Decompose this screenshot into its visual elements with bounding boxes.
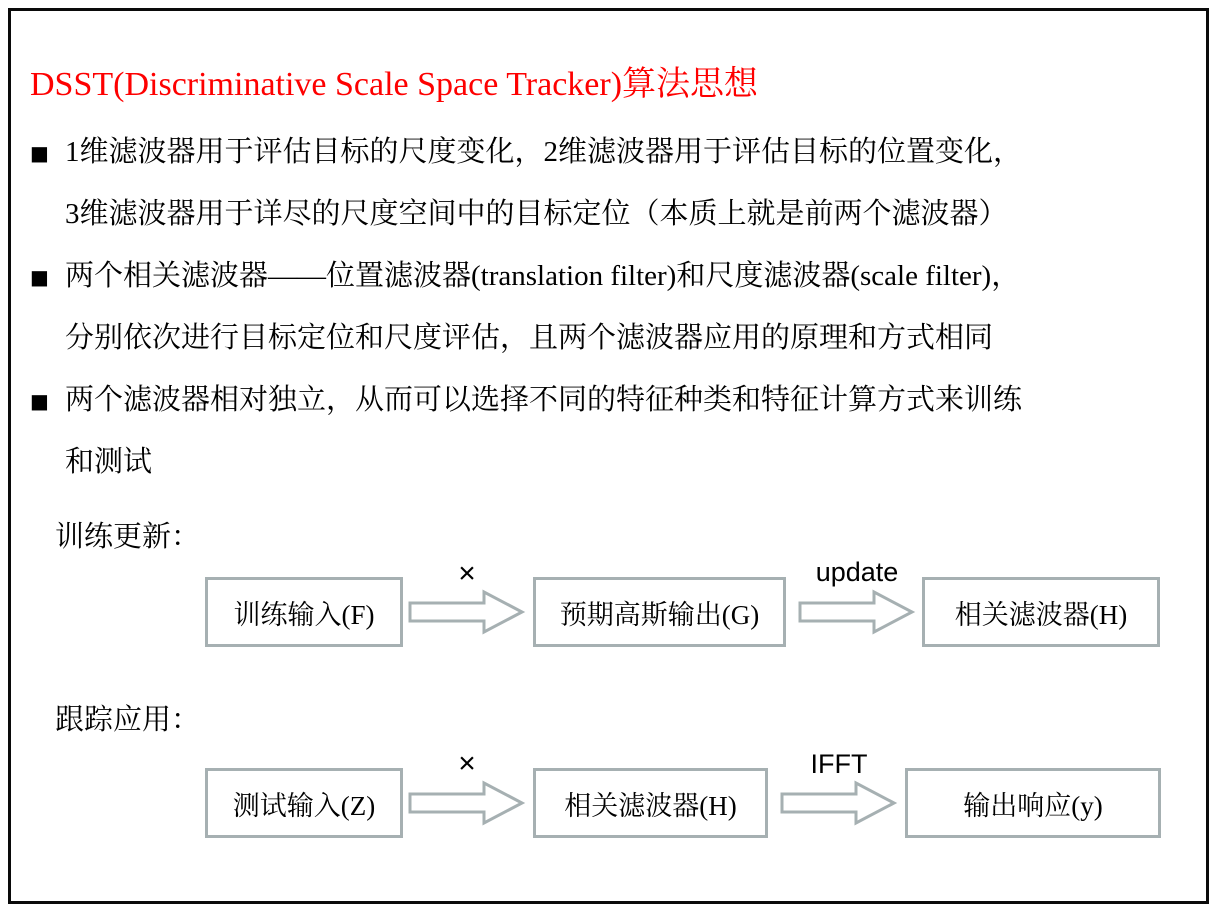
flow-box-train-input: 训练输入(F) [205, 577, 403, 647]
bullet-3-line-1 [30, 369, 1190, 431]
flow-box-test-input: 测试输入(Z) [205, 768, 403, 838]
bullet-2-line-2 [30, 307, 1190, 369]
bullet-text: 1维滤波器用于评估目标的尺度变化，2维滤波器用于评估目标的位置变化， [65, 136, 1023, 168]
bullet-text: 3维滤波器用于详尽的尺度空间中的目标定位（本质上就是前两个滤波器） [65, 198, 1008, 230]
multiply-label-track: × [458, 747, 476, 780]
bullet-1-line-2 [30, 183, 1190, 245]
flow-box-gauss-output: 预期高斯输出(G) [533, 577, 786, 647]
right-arrow-icon [408, 589, 526, 635]
bullet-text: 和测试 [65, 446, 153, 478]
bullet-text: 两个相关滤波器——位置滤波器(translation filter)和尺度滤波器(scale filter)， [65, 260, 1021, 292]
right-arrow-icon [780, 780, 898, 826]
ifft-label: IFFT [810, 749, 868, 779]
right-arrow-icon [408, 780, 526, 826]
bullet-2-line-1 [30, 245, 1190, 307]
multiply-label-train: × [458, 557, 476, 590]
bullet-square-icon: ■ [30, 265, 49, 289]
flow-box-output-response: 输出响应(y) [905, 768, 1161, 838]
bullet-square-icon: ■ [30, 389, 49, 413]
section-label-track: 跟踪应用： [55, 704, 201, 736]
bullet-1-line-1 [30, 121, 1190, 183]
section-label-train: 训练更新： [55, 521, 201, 553]
bullet-3-line-2 [30, 431, 1190, 493]
right-arrow-icon [798, 589, 916, 635]
bullet-square-icon: ■ [30, 141, 49, 165]
flow-box-filter-track: 相关滤波器(H) [533, 768, 768, 838]
flow-box-filter-train: 相关滤波器(H) [922, 577, 1160, 647]
update-label: update [815, 557, 899, 587]
page-title: DSST(Discriminative Scale Space Tracker)算法思想 [30, 66, 759, 103]
bullet-list [30, 121, 1190, 493]
bullet-text: 两个滤波器相对独立，从而可以选择不同的特征种类和特征计算方式来训练 [65, 384, 1023, 416]
bullet-text: 分别依次进行目标定位和尺度评估，且两个滤波器应用的原理和方式相同 [65, 322, 994, 354]
